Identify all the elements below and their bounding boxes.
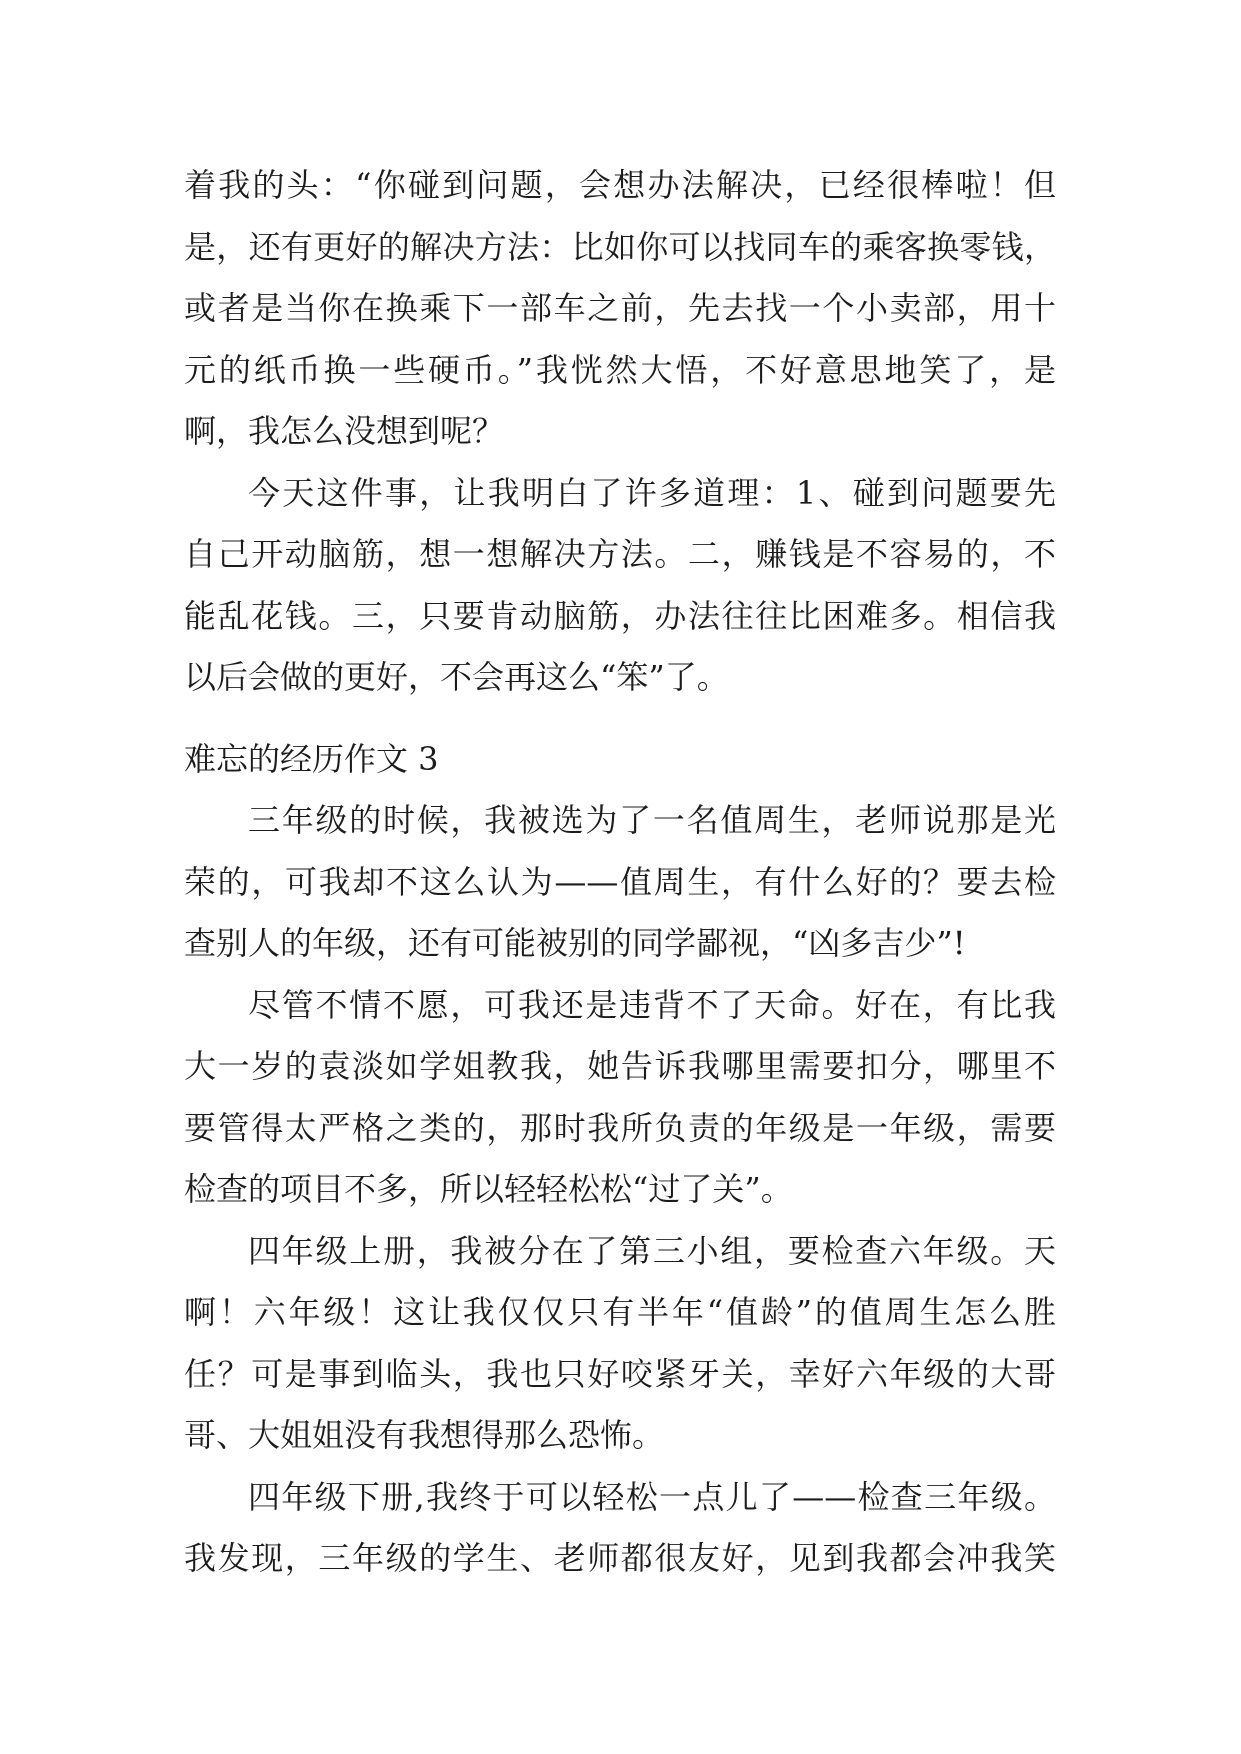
text-line: 今天这件事，让我明白了许多道理：1、碰到问题要先 [248,473,1056,512]
text-line: 我发现，三年级的学生、老师都很友好，见到我都会冲我笑 [184,1539,1056,1577]
paragraph [184,790,1056,975]
text-line: 啊，我怎么没想到呢？ [184,412,505,450]
text-line: 或者是当你在换乘下一部车之前，先去找一个小卖部，用十 [184,289,1056,327]
text-line: 要管得太严格之类的，那时我所负责的年级是一年级，需要 [184,1108,1056,1147]
text-line: 三年级的时候，我被选为了一名值周生，老师说那是光 [248,801,1056,839]
text-line: 着我的头：“你碰到问题，会想办法解决，已经很棒啦！但 [184,166,1056,204]
text-line: 检查的项目不多，所以轻轻松松“过了关”。 [184,1170,793,1208]
paragraph [184,1221,1056,1467]
text-line: 自己开动脑筋，想一想解决方法。二，赚钱是不容易的，不 [184,535,1056,573]
document-body [184,155,1056,1590]
text-line: 荣的，可我却不这么认为——值周生，有什么好的？要去检 [184,862,1056,901]
text-line: 四年级下册,我终于可以轻松一点儿了——检查三年级。 [248,1477,1056,1516]
text-line: 尽管不情不愿，可我还是违背不了天命。好在，有比我 [248,985,1056,1024]
paragraph [184,155,1056,463]
text-line: 任？可是事到临头，我也只好咬紧牙关，幸好六年级的大哥 [184,1354,1056,1393]
text-line: 元的纸币换一些硬币。”我恍然大悟，不好意思地笑了，是 [184,350,1056,389]
text-line: 能乱花钱。三，只要肯动脑筋，办法往往比困难多。相信我 [184,596,1056,635]
text-line: 哥、大姐姐没有我想得那么恐怖。 [184,1416,665,1454]
paragraph [184,975,1056,1221]
text-line: 大一岁的袁淡如学姐教我，她告诉我哪里需要扣分，哪里不 [184,1047,1056,1085]
paragraph [184,1467,1056,1590]
text-line: 啊！六年级！这让我仅仅只有半年“值龄”的值周生怎么胜 [184,1293,1056,1331]
text-line: 四年级上册，我被分在了第三小组，要检查六年级。天 [248,1231,1056,1270]
text-line: 是，还有更好的解决方法：比如你可以找同车的乘客换零钱， [184,227,1056,266]
paragraph [184,463,1056,709]
essay-title: 难忘的经历作文 3 [184,739,439,778]
text-line: 查别人的年级，还有可能被别的同学鄙视，“凶多吉少”! [184,924,966,962]
text-line: 以后会做的更好，不会再这么“笨”了。 [184,658,729,696]
